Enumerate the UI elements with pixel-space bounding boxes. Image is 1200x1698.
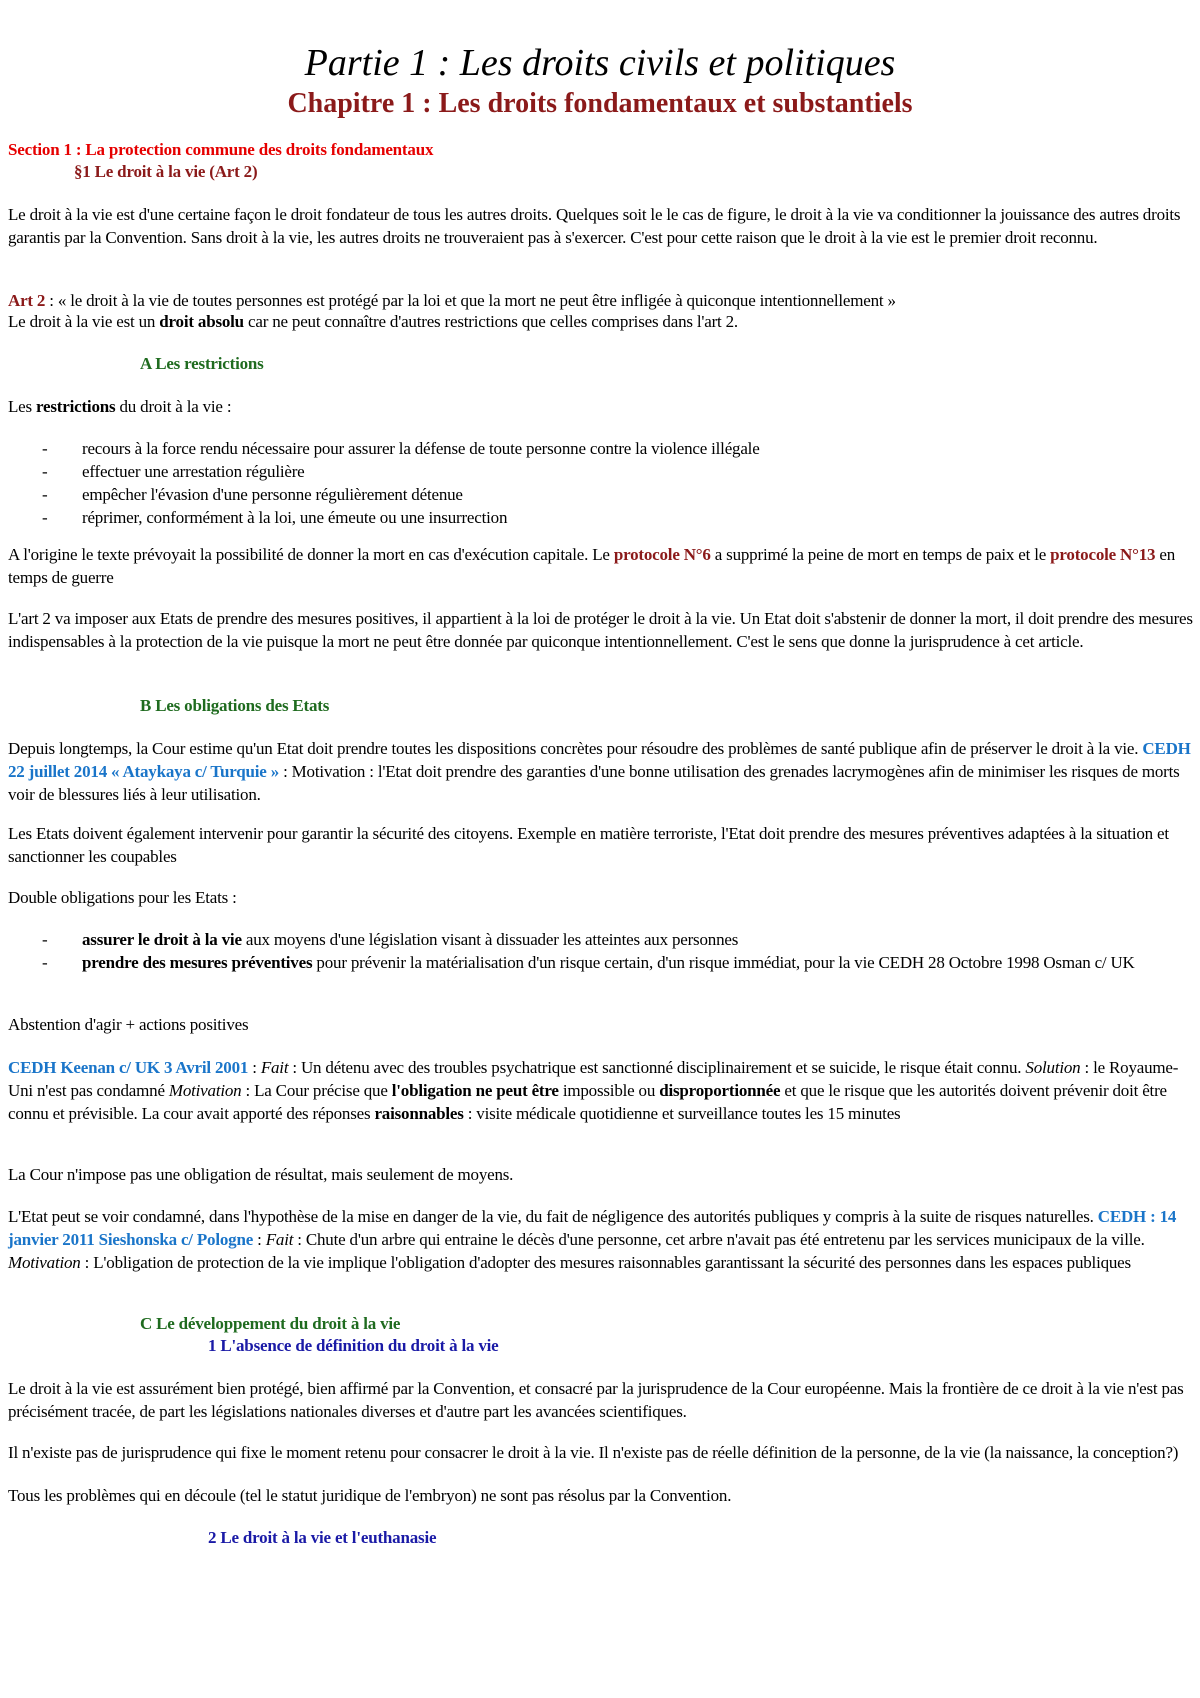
bullet: - bbox=[42, 462, 48, 481]
paragraph: Double obligations pour les Etats : bbox=[8, 888, 237, 907]
text: aux moyens d'une législation visant à dissuader les atteintes aux personnes bbox=[241, 930, 739, 949]
text: réprimer, conformément à la loi, une émeute ou une insurrection bbox=[82, 508, 508, 527]
bold-text: raisonnables bbox=[374, 1104, 464, 1123]
bullet: - bbox=[42, 953, 48, 972]
text: pour prévenir la matérialisation d'un risque certain, d'un risque immédiat, pour la vie CEDH 28 Octobre 1998 Osman c/ UK bbox=[312, 953, 1135, 972]
text: et que le risque que les autorités doivent prévenir doit être connu et prévisible. La cour avait apporté des réponses bbox=[8, 1081, 1167, 1123]
text: A l'origine le texte prévoyait la possibilité de donner la mort en cas d'exécution capitale. Le bbox=[8, 545, 614, 564]
chapter-title: Chapitre 1 : Les droits fondamentaux et substantiels bbox=[287, 88, 913, 119]
paragraph bbox=[8, 310, 1194, 333]
case-ref: CEDH : 14 janvier 2011 Sieshonska c/ Pologne bbox=[8, 1207, 1177, 1249]
text: Les bbox=[8, 397, 36, 416]
bullet: - bbox=[42, 508, 48, 527]
paragraph: Il n'existe pas de jurisprudence qui fixe le moment retenu pour consacrer le droit à la vie. Il n'existe pas de réelle définition de la personne, de la vie (la naissance, la conception?) bbox=[8, 1443, 1179, 1462]
heading-c1: 1 L'absence de définition du droit à la vie bbox=[208, 1336, 499, 1355]
obligations-list bbox=[8, 928, 1194, 974]
text: : Motivation : l'Etat doit prendre des garanties d'une bonne utilisation des grenades lacrymogènes afin de minimiser les risques de morts voir de blessures liés à leur utilisation. bbox=[8, 762, 1180, 804]
italic-text: Motivation bbox=[8, 1253, 81, 1272]
heading-a: A Les restrictions bbox=[140, 354, 264, 373]
text: : bbox=[248, 1058, 261, 1077]
protocol-ref: protocole N°6 bbox=[613, 545, 711, 564]
heading-c: C Le développement du droit à la vie bbox=[140, 1314, 401, 1333]
article-label: Art 2 bbox=[8, 291, 46, 310]
paragraph: L'art 2 va imposer aux Etats de prendre des mesures positives, il appartient à la loi de protéger le droit à la vie. Un Etat doit s'abstenir de donner la mort, il doit prendre des mesures indispensables à la protection de la vie puisque la mort ne peut être donnée par quiconque intentionnellement. C'est le sens que donne la jurisprudence à cet article. bbox=[8, 609, 1193, 651]
text: : visite médicale quotidienne et surveillance toutes les 15 minutes bbox=[463, 1104, 901, 1123]
text: : Chute d'un arbre qui entraine le décès d'une personne, cet arbre n'avait pas été entretenu par les services municipaux de la ville. bbox=[293, 1230, 1145, 1249]
page-title: Partie 1 : Les droits civils et politiques bbox=[304, 42, 896, 84]
list-item bbox=[8, 460, 1194, 483]
text: effectuer une arrestation régulière bbox=[82, 462, 305, 481]
text: Depuis longtemps, la Cour estime qu'un Etat doit prendre toutes les dispositions concrètes pour résoudre des problèmes de santé publique afin de préserver le droit à la vie. bbox=[8, 739, 1143, 758]
heading-c2: 2 Le droit à la vie et l'euthanasie bbox=[208, 1528, 437, 1547]
paragraph bbox=[8, 1056, 1194, 1125]
italic-text: Fait bbox=[265, 1230, 294, 1249]
bold-text: assurer le droit à la vie bbox=[82, 930, 242, 949]
text: empêcher l'évasion d'une personne régulièrement détenue bbox=[82, 485, 463, 504]
article-text: : « le droit à la vie de toutes personnes est protégé par la loi et que la mort ne peut être infligée à quiconque intentionnellement » bbox=[45, 291, 896, 310]
bold-text: prendre des mesures préventives bbox=[82, 953, 313, 972]
paragraph: Les Etats doivent également intervenir pour garantir la sécurité des citoyens. Exemple en matière terroriste, l'Etat doit prendre des mesures préventives adaptées à la situation et sanctionner les coupables bbox=[8, 824, 1169, 866]
text: L'Etat peut se voir condamné, dans l'hypothèse de la mise en danger de la vie, du fait de négligence des autorités publiques y compris à la suite de risques naturelles. bbox=[8, 1207, 1098, 1226]
bold-text: l'obligation ne peut être bbox=[391, 1081, 559, 1100]
italic-text: Fait bbox=[260, 1058, 289, 1077]
bullet: - bbox=[42, 930, 48, 949]
list-item bbox=[8, 483, 1194, 506]
text: : L'obligation de protection de la vie implique l'obligation d'adopter des mesures raisonnables garantissant la sécurité des personnes dans les espaces publiques bbox=[80, 1253, 1131, 1272]
list-item bbox=[8, 437, 1194, 460]
text: en temps de guerre bbox=[8, 545, 1176, 587]
paragraph: Tous les problèmes qui en découle (tel le statut juridique de l'embryon) ne sont pas résolus par la Convention. bbox=[8, 1486, 732, 1505]
text: : Un détenu avec des troubles psychatrique est sanctionné disciplinairement et se suicide, le risque était connu. bbox=[288, 1058, 1026, 1077]
article-quote bbox=[8, 289, 1194, 312]
bold-text: droit absolu bbox=[159, 312, 244, 331]
paragraph: Le droit à la vie est assurément bien protégé, bien affirmé par la Convention, et consacré par la jurisprudence de la Cour européenne. Mais la frontière de ce droit à la vie n'est pas précisément tracée, de part les législations nationales diverses et d'autre part les avancées scientifiques. bbox=[8, 1379, 1184, 1421]
bullet: - bbox=[42, 439, 48, 458]
paragraph bbox=[8, 395, 1194, 418]
list-item bbox=[8, 951, 1194, 974]
bold-text: disproportionnée bbox=[659, 1081, 781, 1100]
text: : bbox=[253, 1230, 266, 1249]
paragraph bbox=[8, 737, 1194, 806]
list-item bbox=[8, 928, 1194, 951]
protocol-ref: protocole N°13 bbox=[1050, 545, 1156, 564]
paragraph bbox=[8, 543, 1194, 589]
text: : La Cour précise que bbox=[241, 1081, 392, 1100]
text: car ne peut connaître d'autres restrictions que celles comprises dans l'art 2. bbox=[243, 312, 738, 331]
text: a supprimé la peine de mort en temps de paix et le bbox=[710, 545, 1051, 564]
text: Le droit à la vie est un bbox=[8, 312, 160, 331]
italic-text: Solution bbox=[1025, 1058, 1081, 1077]
section-heading: Section 1 : La protection commune des droits fondamentaux bbox=[8, 140, 434, 159]
text: recours à la force rendu nécessaire pour assurer la défense de toute personne contre la violence illégale bbox=[82, 439, 760, 458]
paragraph bbox=[8, 1205, 1194, 1274]
heading-b: B Les obligations des Etats bbox=[140, 696, 330, 715]
text: impossible ou bbox=[558, 1081, 660, 1100]
restrictions-list bbox=[8, 437, 1194, 529]
text: : le Royaume-Uni n'est pas condamné bbox=[8, 1058, 1179, 1100]
italic-text: Motivation bbox=[168, 1081, 242, 1100]
subsection-heading: §1 Le droit à la vie (Art 2) bbox=[74, 162, 258, 181]
list-item bbox=[8, 506, 1194, 529]
case-ref: CEDH Keenan c/ UK 3 Avril 2001 bbox=[8, 1058, 249, 1077]
paragraph: Abstention d'agir + actions positives bbox=[8, 1015, 249, 1034]
paragraph: La Cour n'impose pas une obligation de résultat, mais seulement de moyens. bbox=[8, 1165, 514, 1184]
bold-text: restrictions bbox=[36, 397, 116, 416]
text: du droit à la vie : bbox=[115, 397, 232, 416]
case-ref: CEDH 22 juillet 2014 « Ataykaya c/ Turquie » bbox=[8, 739, 1191, 781]
bullet: - bbox=[42, 485, 48, 504]
paragraph: Le droit à la vie est d'une certaine façon le droit fondateur de tous les autres droits. Quelques soit le le cas de figure, le droit à la vie va conditionner la jouissance des autres droits garantis par la Convention. Sans droit à la vie, les autres droits ne trouveraient pas à s'exercer. C'est pour cette raison que le droit à la vie est le premier droit reconnu. bbox=[8, 205, 1181, 247]
